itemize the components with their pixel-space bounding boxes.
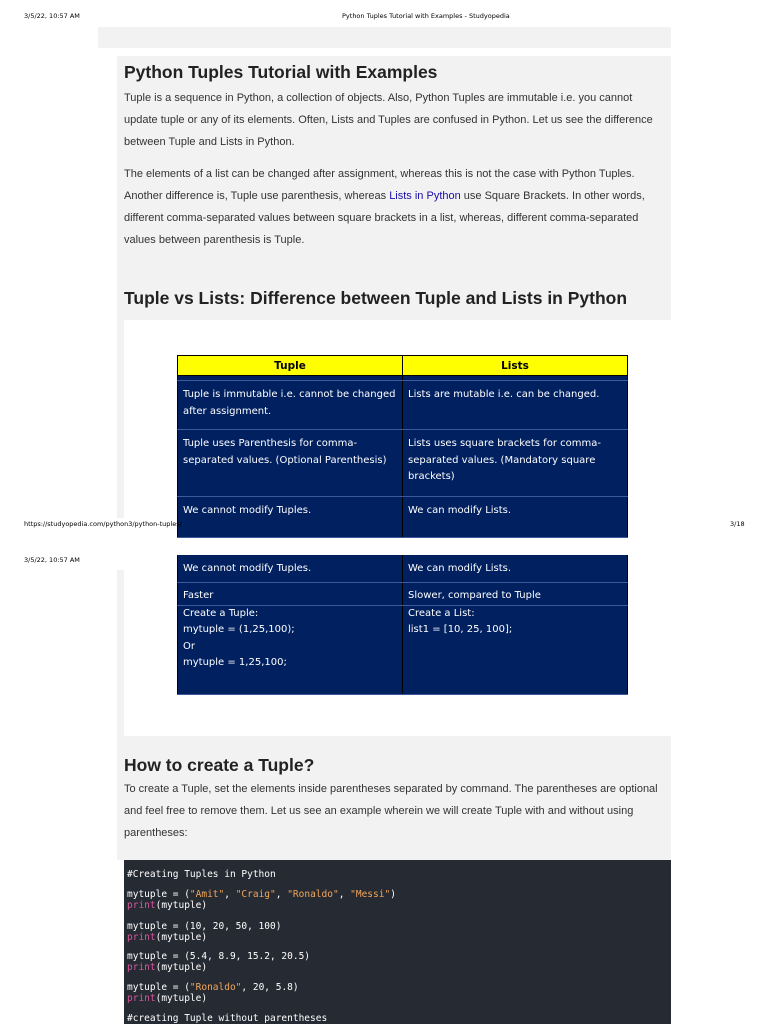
code-keyword: print — [127, 900, 156, 911]
tuple-vs-lists-heading: Tuple vs Lists: Difference between Tuple and Lists in Python — [124, 288, 628, 308]
code-text: mytuple = ( — [127, 889, 190, 900]
code-line — [127, 993, 207, 1004]
print-datetime: 3/5/22, 10:57 AM — [24, 556, 80, 564]
comparison-table-part2 — [177, 563, 627, 692]
table-cell: Create a Tuple: mytuple = (1,25,100); Or mytuple = 1,25,100; — [178, 605, 403, 694]
code-text: ) — [390, 889, 396, 900]
code-line — [127, 962, 207, 973]
top-gray-band — [98, 27, 671, 48]
code-line — [127, 982, 299, 993]
table-left-margin — [117, 570, 124, 736]
table-cell: Lists uses square brackets for comma-separated values. (Mandatory square brackets) — [403, 430, 628, 497]
code-line: mytuple = (10, 20, 50, 100) — [127, 921, 282, 932]
print-url: https://studyopedia.com/python3/python-tuples/ — [24, 520, 182, 528]
code-keyword: print — [127, 932, 156, 943]
lists-in-python-link[interactable]: Lists in Python — [389, 190, 461, 202]
code-line: mytuple = (5.4, 8.9, 15.2, 20.5) — [127, 951, 311, 962]
header-lists: Lists — [403, 356, 628, 376]
table-cell: Create a List: list1 = [10, 25, 100]; — [403, 605, 628, 694]
table-cell: Slower, compared to Tuple — [403, 582, 628, 605]
create-tuple-paragraph: To create a Tuple, set the elements inside parentheses separated by command. The parentheses are optional and feel free to remove them. Let us see an example wherein we will create Tuple with and without using parentheses: — [124, 783, 658, 839]
table-cell: Lists are mutable i.e. can be changed. — [403, 381, 628, 430]
code-line — [127, 889, 396, 900]
code-string: "Ronaldo" — [287, 889, 339, 900]
code-string: "Messi" — [350, 889, 391, 900]
table-cell: Tuple uses Parenthesis for comma-separated values. (Optional Parenthesis) — [178, 430, 403, 497]
table-cell: Faster — [178, 582, 403, 605]
code-text: mytuple = ( — [127, 982, 190, 993]
section-vs-heading — [124, 288, 684, 309]
difference-paragraph — [124, 163, 664, 251]
table-cell: We cannot modify Tuples. — [178, 555, 403, 582]
code-text: , — [224, 889, 236, 900]
code-text: (mytuple) — [155, 993, 208, 1004]
code-comment: #creating Tuple without parentheses — [127, 1013, 328, 1024]
comparison-table — [177, 355, 628, 538]
code-text: (mytuple) — [155, 932, 208, 943]
code-keyword: print — [127, 962, 156, 973]
print-title: Python Tuples Tutorial with Examples - Studyopedia — [342, 12, 510, 20]
code-text: , — [275, 889, 288, 900]
table-cell: We can modify Lists. — [403, 555, 628, 582]
difference-text-start: The elements of a list can be changed after assignment, whereas this is not the case with Python Tuples. Another difference is, Tuple use parenthesis, whereas — [124, 168, 635, 202]
section-intro — [124, 62, 664, 251]
code-string: "Ronaldo" — [189, 982, 242, 993]
create-tuple-heading: How to create a Tuple? — [124, 755, 315, 775]
table-cell: We can modify Lists. — [403, 497, 628, 538]
code-string: "Amit" — [189, 889, 225, 900]
intro-paragraph: Tuple is a sequence in Python, a collection of objects. Also, Python Tuples are immutable i.e. you cannot update tuple or any of its elements. Often, Lists and Tuples are confused in Python. Let us see the difference between Tuple and Lists in Python. — [124, 92, 653, 148]
comparison-table-part1 — [177, 355, 627, 518]
code-line — [127, 932, 207, 943]
section-create-tuple — [124, 755, 664, 844]
code-line — [127, 900, 207, 911]
table-cell: We cannot modify Tuples. — [178, 497, 403, 538]
code-string: "Craig" — [235, 889, 276, 900]
table-cell: Tuple is immutable i.e. cannot be changed after assignment. — [178, 381, 403, 430]
print-datetime: 3/5/22, 10:57 AM — [24, 12, 80, 20]
table-left-margin — [117, 320, 124, 518]
print-page-number: 3/18 — [730, 520, 745, 528]
comparison-table-continued — [177, 555, 628, 695]
code-comment: #Creating Tuples in Python — [127, 869, 276, 880]
code-keyword: print — [127, 993, 156, 1004]
code-text: , 20, 5.8) — [241, 982, 299, 993]
difference-text-end: use Square Brackets. In other words, different comma-separated values between square brackets in a list, whereas, different comma-separated values between parenthesis is Tuple. — [124, 190, 645, 246]
code-text: , — [338, 889, 351, 900]
code-text: (mytuple) — [155, 962, 208, 973]
header-tuple: Tuple — [178, 356, 403, 376]
code-text: (mytuple) — [155, 900, 208, 911]
tutorial-heading: Python Tuples Tutorial with Examples — [124, 62, 438, 82]
code-block — [124, 860, 671, 1024]
